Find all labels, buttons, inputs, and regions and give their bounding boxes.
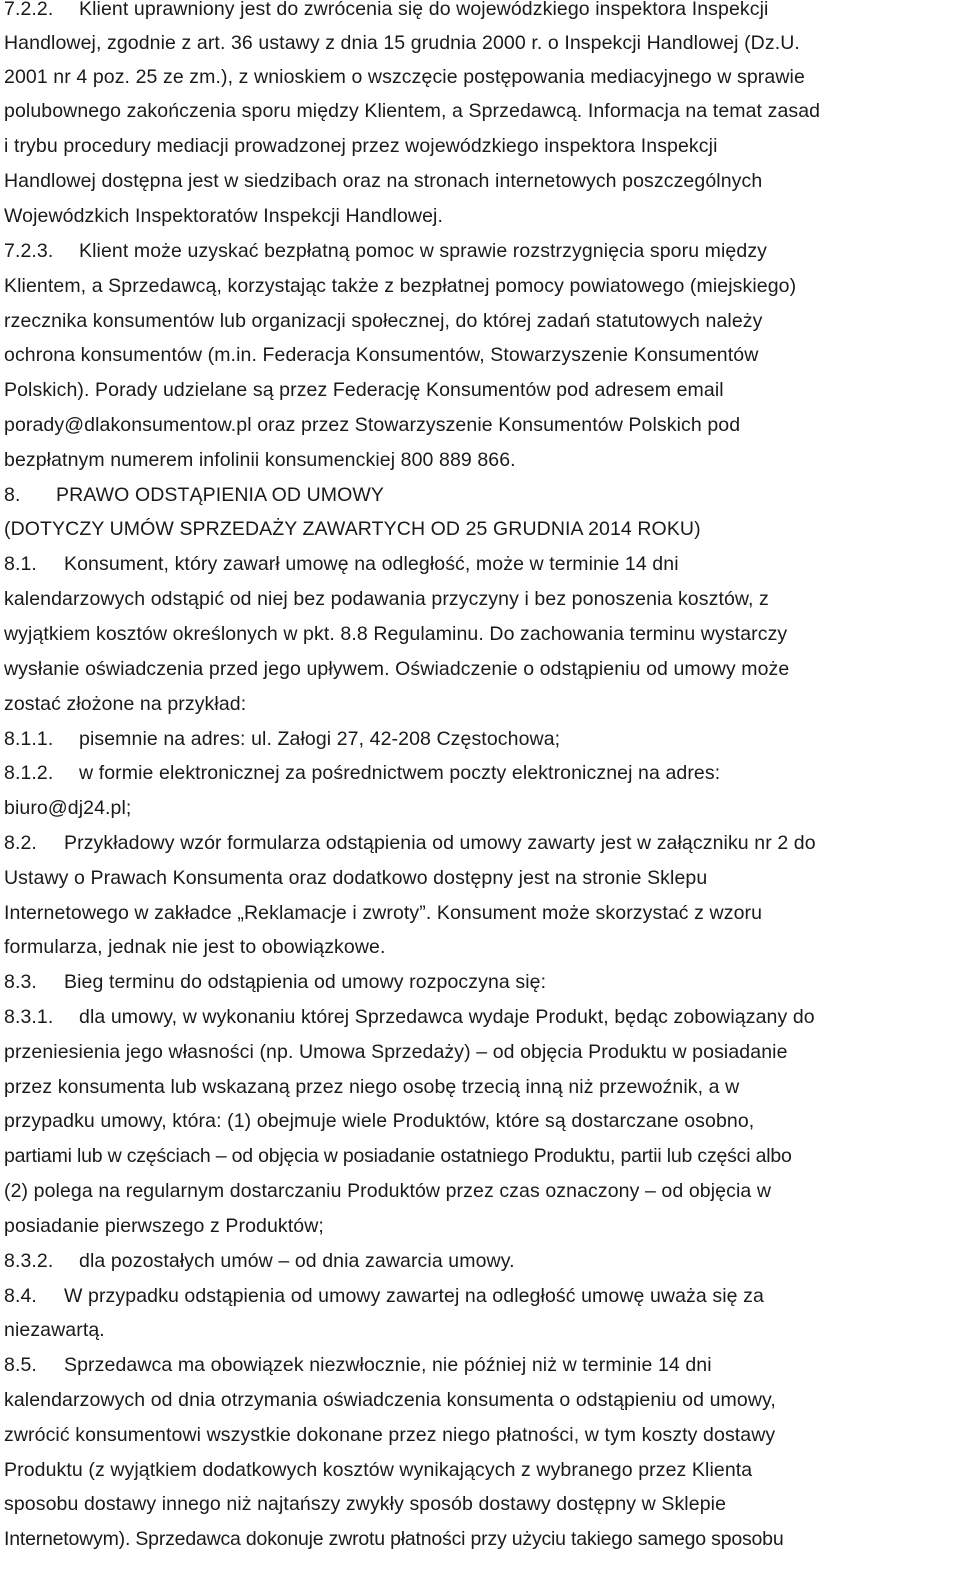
doc-line — [4, 551, 679, 577]
doc-line — [4, 1004, 815, 1030]
doc-line — [4, 412, 740, 438]
line-text: Ustawy o Prawach Konsumenta oraz dodatkowo dostępny jest na stronie Sklepu — [4, 867, 708, 889]
line-text: dla pozostałych umów – od dnia zawarcia umowy. — [79, 1250, 515, 1272]
doc-line — [4, 691, 246, 717]
line-text: (2) polega na regularnym dostarczaniu Produktów przez czas oznaczony – od objęcia w — [4, 1180, 772, 1202]
line-text: porady@dlakonsumentow.pl oraz przez Stowarzyszenie Konsumentów Polskich pod — [4, 414, 741, 436]
line-text: W przypadku odstąpienia od umowy zawartej na odległość umowę uważa się za — [64, 1285, 764, 1307]
line-text: niezawartą. — [4, 1319, 105, 1341]
doc-line — [4, 168, 762, 194]
line-text: przez konsumenta lub wskazaną przez niego osobę trzecią inną niż przewoźnik, a w — [4, 1076, 740, 1098]
line-text: Klient uprawniony jest do zwrócenia się do wojewódzkiego inspektora Inspekcji — [79, 0, 769, 20]
section-number: 8.2. — [4, 832, 37, 854]
section-number: 8.3. — [4, 971, 37, 993]
doc-line — [4, 1352, 712, 1378]
doc-line — [4, 377, 724, 403]
doc-line — [4, 795, 131, 821]
doc-line — [4, 1213, 324, 1239]
doc-line — [4, 760, 720, 786]
doc-line — [4, 64, 805, 90]
doc-line — [4, 969, 546, 995]
line-text: przypadku umowy, która: (1) obejmuje wiele Produktów, które są dostarczane osobno, — [4, 1110, 755, 1132]
doc-line — [4, 98, 820, 124]
line-text: w formie elektronicznej za pośrednictwem poczty elektronicznej na adres: — [79, 762, 721, 784]
doc-line — [4, 30, 800, 56]
line-text: ochrona konsumentów (m.in. Federacja Konsumentów, Stowarzyszenie Konsumentów — [4, 344, 759, 366]
line-text: Klient może uzyskać bezpłatną pomoc w sprawie rozstrzygnięcia sporu między — [79, 240, 768, 262]
doc-line — [4, 1526, 783, 1552]
doc-line — [4, 342, 758, 368]
doc-line — [4, 203, 443, 229]
doc-line — [4, 621, 787, 647]
section-heading — [4, 482, 384, 508]
section-subheading — [4, 516, 701, 542]
line-text: Konsument, który zawarł umowę na odległość, może w terminie 14 dni — [64, 553, 679, 575]
section-number: 8.3.1. — [4, 1006, 54, 1028]
line-text: (DOTYCZY UMÓW SPRZEDAŻY ZAWARTYCH OD 25 GRUDNIA 2014 ROKU) — [4, 518, 701, 540]
section-number: 8.3.2. — [4, 1250, 54, 1272]
line-text: Handlowej, zgodnie z art. 36 ustawy z dnia 15 grudnia 2000 r. o Inspekcji Handlowej (Dz.U. — [4, 32, 800, 54]
line-text: Internetowego w zakładce „Reklamacje i zwroty”. Konsument może skorzystać z wzoru — [4, 902, 763, 924]
section-number: 8.1.2. — [4, 762, 54, 784]
doc-line — [4, 830, 816, 856]
doc-line — [4, 0, 769, 22]
doc-line — [4, 238, 767, 264]
section-number: 8.4. — [4, 1285, 37, 1307]
line-text: Produktu (z wyjątkiem dodatkowych kosztów wynikających z wybranego przez Klienta — [4, 1459, 753, 1481]
doc-line — [4, 273, 796, 299]
line-text: zwrócić konsumentowi wszystkie dokonane przez niego płatności, w tym koszty dostawy — [4, 1424, 776, 1446]
doc-line — [4, 934, 386, 960]
line-text: dla umowy, w wykonaniu której Sprzedawca wydaje Produkt, będąc zobowiązany do — [79, 1006, 815, 1028]
line-text: 2001 nr 4 poz. 25 ze zm.), z wnioskiem o wszczęcie postępowania mediacyjnego w sprawie — [4, 66, 805, 88]
line-text: Klientem, a Sprzedawcą, korzystając także z bezpłatnej pomocy powiatowego (miejskiego) — [4, 275, 797, 297]
doc-line — [4, 1387, 776, 1413]
line-text: zostać złożone na przykład: — [4, 693, 247, 715]
line-text: pisemnie na adres: ul. Załogi 27, 42-208 Częstochowa; — [79, 728, 561, 750]
line-text: Wojewódzkich Inspektoratów Inspekcji Handlowej. — [4, 205, 443, 227]
section-number: 7.2.2. — [4, 0, 54, 20]
line-text: bezpłatnym numerem infolinii konsumenckiej 800 889 866. — [4, 449, 516, 471]
line-text: posiadanie pierwszego z Produktów; — [4, 1215, 324, 1237]
doc-line — [4, 726, 560, 752]
line-text: polubownego zakończenia sporu między Klientem, a Sprzedawcą. Informacja na temat zasad — [4, 100, 821, 122]
doc-line — [4, 308, 762, 334]
line-text: biuro@dj24.pl; — [4, 797, 132, 819]
section-number: 8.1. — [4, 553, 37, 575]
doc-line — [4, 1108, 754, 1134]
line-text: przeniesienia jego własności (np. Umowa Sprzedaży) – od objęcia Produktu w posiadanie — [4, 1041, 788, 1063]
doc-line — [4, 447, 516, 473]
doc-line — [4, 1074, 739, 1100]
doc-line — [4, 900, 762, 926]
line-text: Sprzedawca ma obowiązek niezwłocznie, nie później niż w terminie 14 dni — [64, 1354, 712, 1376]
doc-line — [4, 1248, 515, 1274]
line-text: Bieg terminu do odstąpienia od umowy rozpoczyna się: — [64, 971, 547, 993]
line-text: partiami lub w częściach – od objęcia w posiadanie ostatniego Produktu, partii lub części albo — [4, 1145, 792, 1167]
line-text: rzecznika konsumentów lub organizacji społecznej, do której zadań statutowych należy — [4, 310, 763, 332]
doc-line — [4, 1039, 788, 1065]
line-text: Przykładowy wzór formularza odstąpienia od umowy zawarty jest w załączniku nr 2 do — [64, 832, 816, 854]
doc-line — [4, 133, 718, 159]
section-number: 8.1.1. — [4, 728, 54, 750]
doc-line — [4, 1422, 775, 1448]
section-number: 8. — [4, 484, 21, 506]
doc-line — [4, 586, 769, 612]
section-number: 7.2.3. — [4, 240, 54, 262]
doc-line — [4, 1143, 792, 1169]
line-text: formularza, jednak nie jest to obowiązkowe. — [4, 936, 386, 958]
doc-line — [4, 1457, 752, 1483]
line-text: wyjątkiem kosztów określonych w pkt. 8.8 Regulaminu. Do zachowania terminu wystarczy — [4, 623, 788, 645]
doc-line — [4, 1317, 105, 1343]
heading-text: PRAWO ODSTĄPIENIA OD UMOWY — [56, 484, 384, 506]
line-text: Polskich). Porady udzielane są przez Federację Konsumentów pod adresem email — [4, 379, 724, 401]
doc-line — [4, 865, 707, 891]
line-text: kalendarzowych odstąpić od niej bez podawania przyczyny i bez ponoszenia kosztów, z — [4, 588, 769, 610]
doc-line — [4, 1178, 771, 1204]
line-text: Handlowej dostępna jest w siedzibach oraz na stronach internetowych poszczególnych — [4, 170, 763, 192]
doc-line — [4, 1283, 764, 1309]
line-text: i trybu procedury mediacji prowadzonej przez wojewódzkiego inspektora Inspekcji — [4, 135, 718, 157]
line-text: sposobu dostawy innego niż najtańszy zwykły sposób dostawy dostępny w Sklepie — [4, 1493, 727, 1515]
section-number: 8.5. — [4, 1354, 37, 1376]
doc-line — [4, 1491, 726, 1517]
line-text: Internetowym). Sprzedawca dokonuje zwrotu płatności przy użyciu takiego samego sposobu — [4, 1528, 784, 1550]
line-text: wysłanie oświadczenia przed jego upływem. Oświadczenie o odstąpieniu od umowy może — [4, 658, 790, 680]
line-text: kalendarzowych od dnia otrzymania oświadczenia konsumenta o odstąpieniu od umowy, — [4, 1389, 776, 1411]
doc-line — [4, 656, 789, 682]
